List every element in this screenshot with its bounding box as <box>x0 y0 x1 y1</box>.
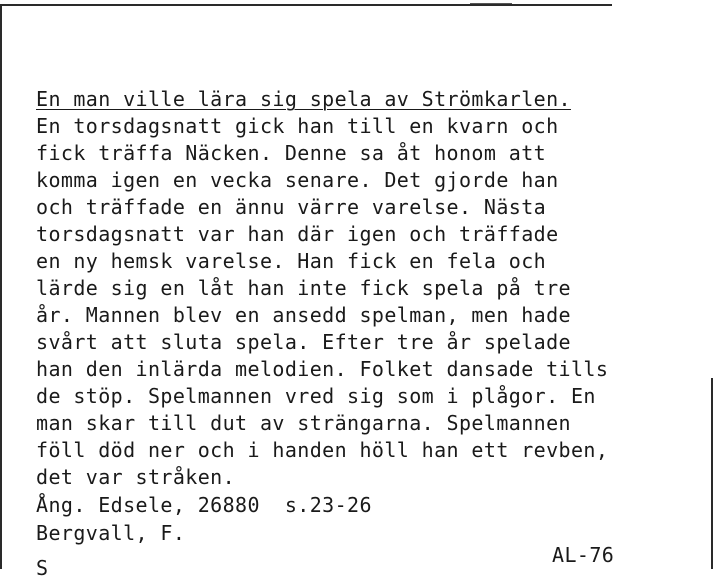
story-line: komma igen en vecka senare. Det gjorde han <box>36 168 559 192</box>
cut-off-character-text: S <box>36 556 49 580</box>
top-dash-mark <box>470 3 512 4</box>
story-line: fick träffa Näcken. Denne sa åt honom att <box>36 141 547 165</box>
story-line: och träffade en ännu värre varelse. Nästa <box>36 195 547 219</box>
story-line: han den inlärda melodien. Folket dansade tills <box>36 357 609 381</box>
story-line: år. Mannen blev en ansedd spelman, men hade <box>36 303 571 327</box>
card-left-border <box>0 4 2 569</box>
source-informant: Bergvall, F. <box>36 521 186 545</box>
story-line: En torsdagsnatt gick han till en kvarn och <box>36 114 559 138</box>
story-line: svårt att sluta spela. Efter tre år spelade <box>36 330 571 354</box>
archive-code: AL-76 <box>552 543 615 567</box>
cut-off-character <box>36 556 56 580</box>
source-place: Ång. Edsele, 26880 s.23-26 <box>36 493 372 517</box>
story-line: föll död ner och i handen höll han ett revben, <box>36 438 609 462</box>
story-line: det var stråken. <box>36 465 236 489</box>
story-line: En man ville lära sig spela av Strömkarlen. <box>36 87 571 111</box>
story-line: en ny hemsk varelse. Han fick en fela och <box>36 249 547 273</box>
card-top-border <box>0 4 612 6</box>
story-line: lärde sig en låt han inte fick spela på tre <box>36 276 571 300</box>
story-line: torsdagsnatt var han där igen och träffade <box>36 222 559 246</box>
story-line: man skar till dut av strängarna. Spelmannen <box>36 411 571 435</box>
story-text <box>36 86 696 547</box>
card-right-border <box>711 378 713 569</box>
story-line: de stöp. Spelmannen vred sig som i plågor. En <box>36 384 596 408</box>
